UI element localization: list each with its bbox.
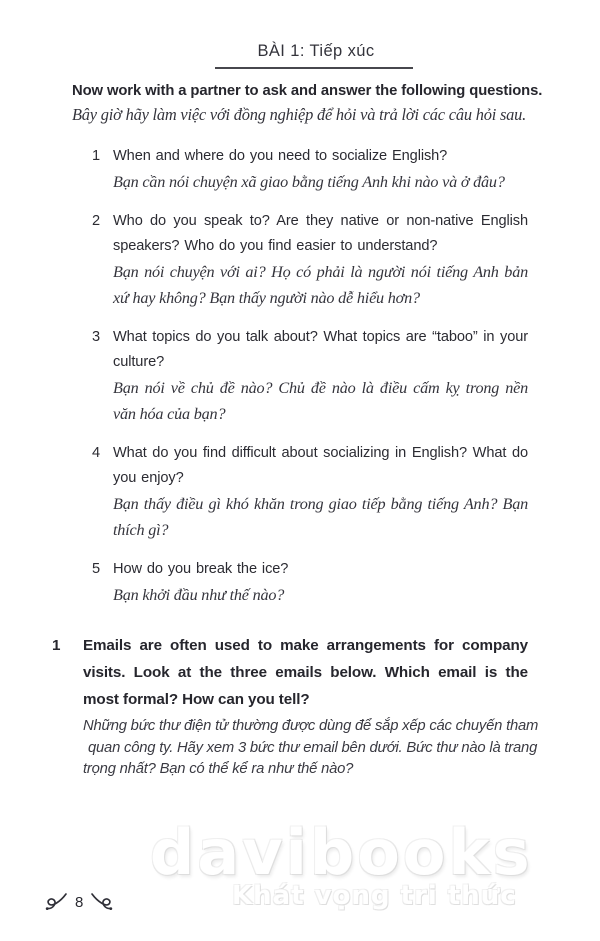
question-number: 5 (92, 561, 101, 577)
exercise-section (52, 632, 539, 781)
chapter-title-rule (215, 67, 413, 69)
question-number: 1 (92, 148, 101, 164)
intro-instruction-en: Now work with a partner to ask and answer the following questions. (72, 83, 543, 99)
question-en-line: When and where do you need to socialize English? (113, 148, 448, 164)
question-vn-line: thích gì? (113, 521, 169, 539)
question-item-5 (92, 557, 528, 608)
question-item-1 (92, 144, 528, 195)
intro-instruction-vn: Bây giờ hãy làm việc với đồng nghiệp để hỏi và trả lời các câu hỏi sau. (72, 105, 527, 124)
page-number: 8 (75, 893, 84, 911)
exercise-vn-line: Những bức thư điện tử thường được dùng để sắp xếp các chuyến tham (83, 718, 539, 734)
question-vn-line: văn hóa của bạn? (113, 405, 226, 423)
watermark-tagline: Khát vọng tri thức (232, 881, 517, 911)
chapter-title: BÀI 1: Tiếp xúc (257, 42, 375, 60)
question-en-line: What topics do you talk about? What topics are “taboo” in your (113, 329, 528, 345)
calligraphic-ornament-left-icon (44, 892, 69, 912)
exercise-vn-block (83, 716, 539, 781)
question-en-line: What do you find difficult about socializing in English? What do (113, 445, 528, 461)
page-footer (44, 892, 114, 912)
question-en-line: How do you break the ice? (113, 561, 289, 577)
question-vn-line: Bạn nói chuyện với ai? Họ có phải là người nói tiếng Anh bản (113, 263, 528, 281)
watermark-brand: davibooks (150, 816, 533, 889)
question-item-4 (92, 441, 528, 543)
question-vn-line: Bạn thấy điều gì khó khăn trong giao tiếp bằng tiếng Anh? Bạn (113, 495, 528, 513)
exercise-number: 1 (52, 637, 61, 654)
exercise-vn-line: quan công ty. Hãy xem 3 bức thư email bên dưới. Bức thư nào là trang (88, 739, 538, 756)
question-en-line: speakers? Who do you find easier to understand? (113, 238, 438, 254)
question-item-2 (92, 209, 528, 311)
chapter-header (16, 0, 600, 69)
question-en-line: culture? (113, 354, 165, 370)
question-number: 2 (92, 213, 101, 229)
exercise-vn-line: trọng nhất? Bạn có thể kể ra như thế nào? (83, 761, 354, 777)
calligraphic-ornament-right-icon (89, 892, 114, 912)
question-vn-line: Bạn khởi đầu như thế nào? (113, 586, 285, 604)
question-item-3 (92, 325, 528, 427)
exercise-en-line: visits. Look at the three emails below. Which email is the (83, 664, 528, 681)
question-number: 4 (92, 445, 101, 461)
question-vn-line: xứ hay không? Bạn thấy người nào dễ hiểu hơn? (113, 289, 420, 307)
question-list (92, 144, 528, 608)
question-number: 3 (92, 329, 101, 345)
exercise-en-line: Emails are often used to make arrangements for company (83, 637, 528, 654)
question-en-line: Who do you speak to? Are they native or non-native English (113, 213, 528, 229)
exercise-en-line: most formal? How can you tell? (83, 691, 310, 708)
watermark (150, 816, 533, 911)
question-vn-line: Bạn cần nói chuyện xã giao bằng tiếng Anh khi nào và ở đâu? (113, 173, 505, 191)
question-vn-line: Bạn nói về chủ đề nào? Chủ đề nào là điều cấm kỵ trong nền (113, 379, 528, 397)
intro-block (72, 83, 543, 125)
question-en-line: you enjoy? (113, 470, 184, 486)
